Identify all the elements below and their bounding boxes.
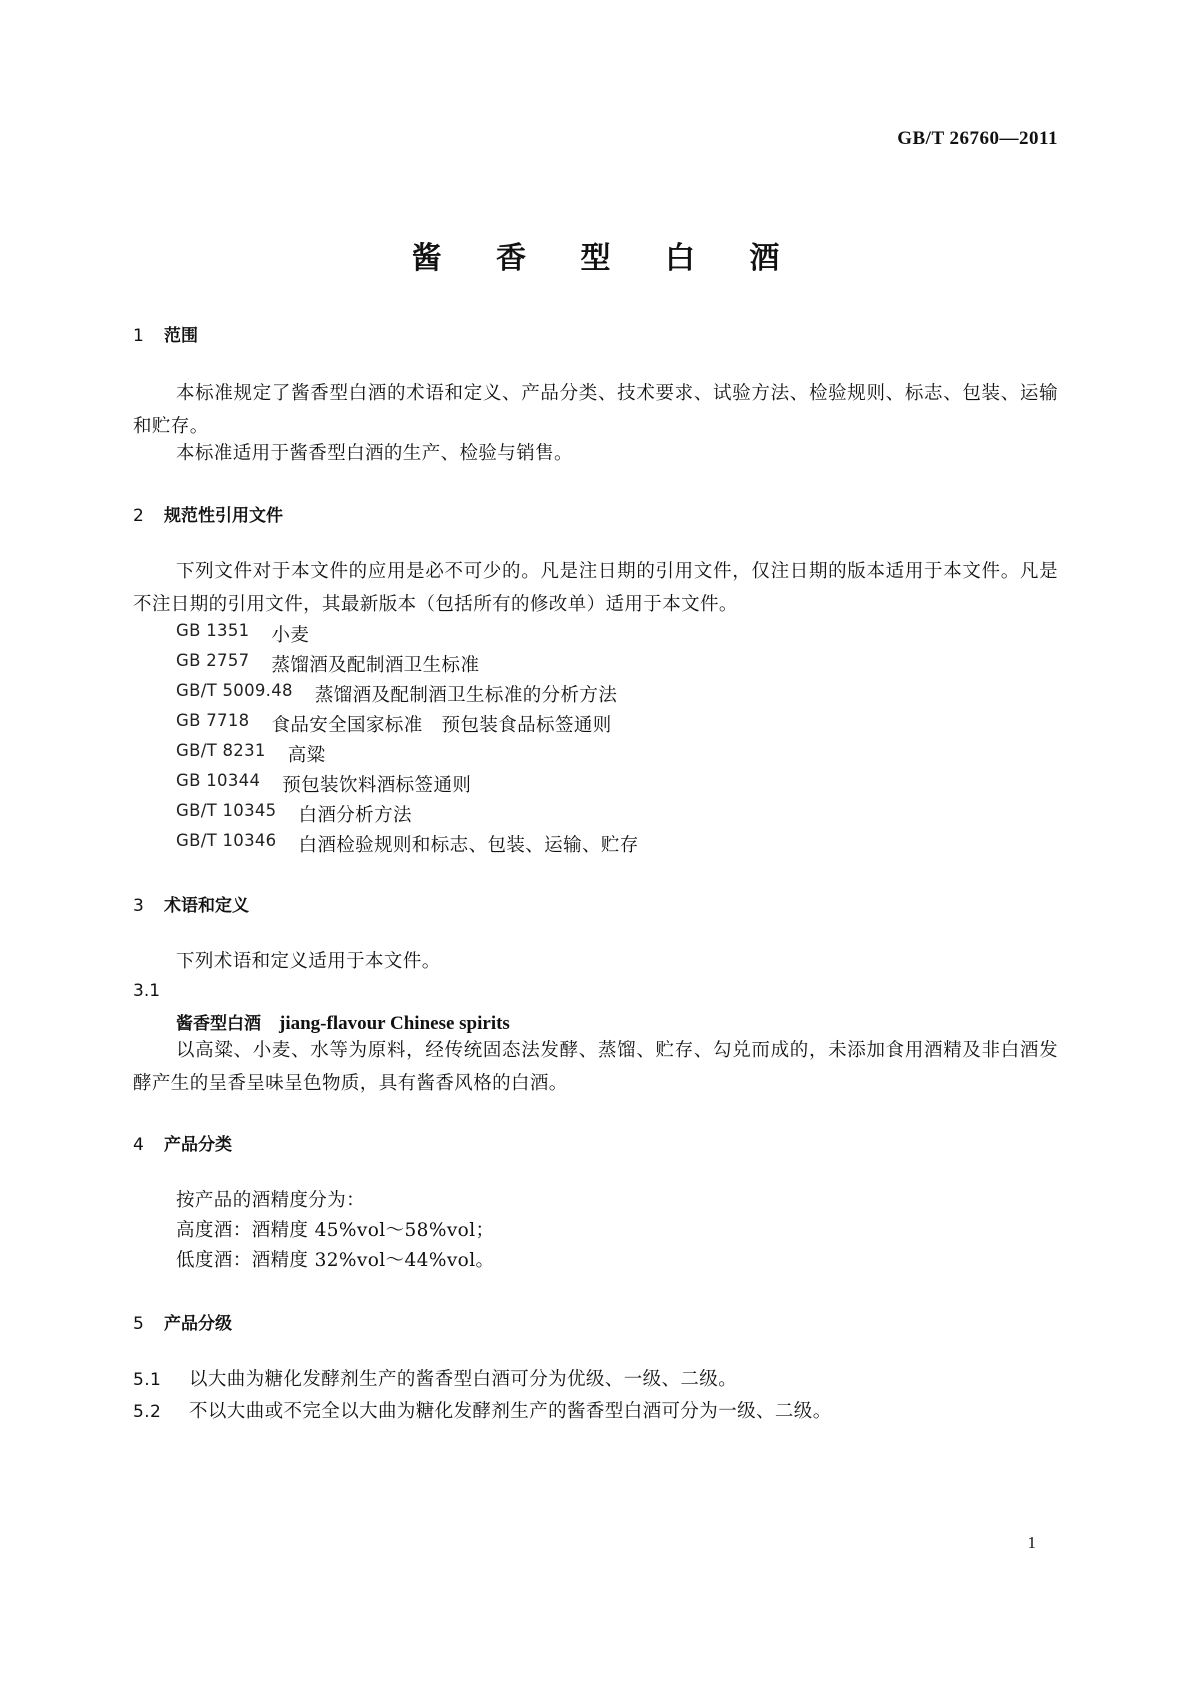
section-number: 3 (133, 896, 144, 916)
reference-code: GB 10344 (176, 771, 261, 790)
reference-code: GB 7718 (176, 711, 250, 730)
section-title: 规范性引用文件 (164, 506, 283, 526)
reference-code: GB/T 5009.48 (176, 681, 293, 700)
reference-code: GB/T 8231 (176, 741, 266, 760)
classification-high: 高度酒：酒精度 45%vol～58%vol； (176, 1220, 495, 1241)
clause-number: 5.1 (133, 1370, 162, 1390)
clause-text: 以大曲为糖化发酵剂生产的酱香型白酒可分为优级、一级、二级。 (189, 1369, 738, 1390)
reference-item (176, 711, 612, 737)
section-1-heading (133, 321, 198, 346)
section-title: 范围 (164, 326, 198, 346)
section-4-heading (133, 1130, 232, 1155)
reference-item (176, 801, 412, 827)
section-2-intro: 下列文件对于本文件的应用是必不可少的。凡是注日期的引用文件，仅注日期的版本适用于本文件。凡是不注日期的引用文件，其最新版本（包括所有的修改单）适用于本文件。 (133, 561, 1058, 615)
classification-intro: 按产品的酒精度分为： (176, 1190, 366, 1211)
section-number: 5 (133, 1314, 144, 1334)
section-2-heading (133, 501, 283, 526)
term-chinese: 酱香型白酒 (176, 1014, 261, 1034)
document-title: 酱 香 型 白 酒 (411, 241, 802, 276)
section-3-heading (133, 891, 249, 916)
section-title: 产品分类 (164, 1135, 232, 1155)
section-title: 产品分级 (164, 1314, 232, 1334)
section-1-paragraph-1: 本标准规定了酱香型白酒的术语和定义、产品分类、技术要求、试验方法、检验规则、标志、包装、运输和贮存。 (133, 383, 1058, 437)
reference-title: 小麦 (271, 625, 310, 646)
clause-text: 不以大曲或不完全以大曲为糖化发酵剂生产的酱香型白酒可分为一级、二级。 (189, 1401, 832, 1422)
reference-title: 白酒检验规则和标志、包装、运输、贮存 (298, 835, 639, 856)
page-number: 1 (1027, 1533, 1036, 1552)
classification-low: 低度酒：酒精度 32%vol～44%vol。 (176, 1250, 495, 1271)
reference-item (176, 681, 617, 707)
reference-item (176, 771, 471, 797)
section-3-intro: 下列术语和定义适用于本文件。 (176, 951, 441, 972)
term-english: jiang-flavour Chinese spirits (279, 1013, 510, 1034)
section-1-paragraph-2: 本标准适用于酱香型白酒的生产、检验与销售。 (176, 443, 573, 464)
section-number: 2 (133, 506, 144, 526)
section-number: 1 (133, 326, 144, 346)
reference-code: GB/T 10345 (176, 801, 277, 820)
section-number: 4 (133, 1135, 144, 1155)
reference-code: GB 1351 (176, 621, 250, 640)
clause-5-2 (133, 1397, 832, 1423)
reference-title: 高粱 (287, 745, 326, 766)
term-entry (176, 1009, 510, 1035)
reference-title: 蒸馏酒及配制酒卫生标准 (271, 655, 480, 676)
reference-code: GB/T 10346 (176, 831, 277, 850)
clause-5-1 (133, 1365, 737, 1391)
reference-item (176, 831, 639, 857)
section-title: 术语和定义 (164, 896, 249, 916)
subclause-number: 3.1 (133, 981, 161, 1001)
clause-number: 5.2 (133, 1402, 162, 1422)
reference-title: 白酒分析方法 (298, 805, 412, 826)
section-5-heading (133, 1309, 232, 1334)
reference-title: 预包装饮料酒标签通则 (282, 775, 472, 796)
reference-item (176, 651, 479, 677)
reference-item (176, 741, 326, 767)
reference-code: GB 2757 (176, 651, 250, 670)
reference-title: 食品安全国家标准 预包装食品标签通则 (271, 715, 612, 736)
standard-code: GB/T 26760—2011 (897, 128, 1058, 149)
term-definition: 以高粱、小麦、水等为原料，经传统固态法发酵、蒸馏、贮存、勾兑而成的，未添加食用酒精及非白酒发酵产生的呈香呈味呈色物质，具有酱香风格的白酒。 (133, 1040, 1058, 1094)
reference-item (176, 621, 309, 647)
reference-title: 蒸馏酒及配制酒卫生标准的分析方法 (314, 685, 618, 706)
